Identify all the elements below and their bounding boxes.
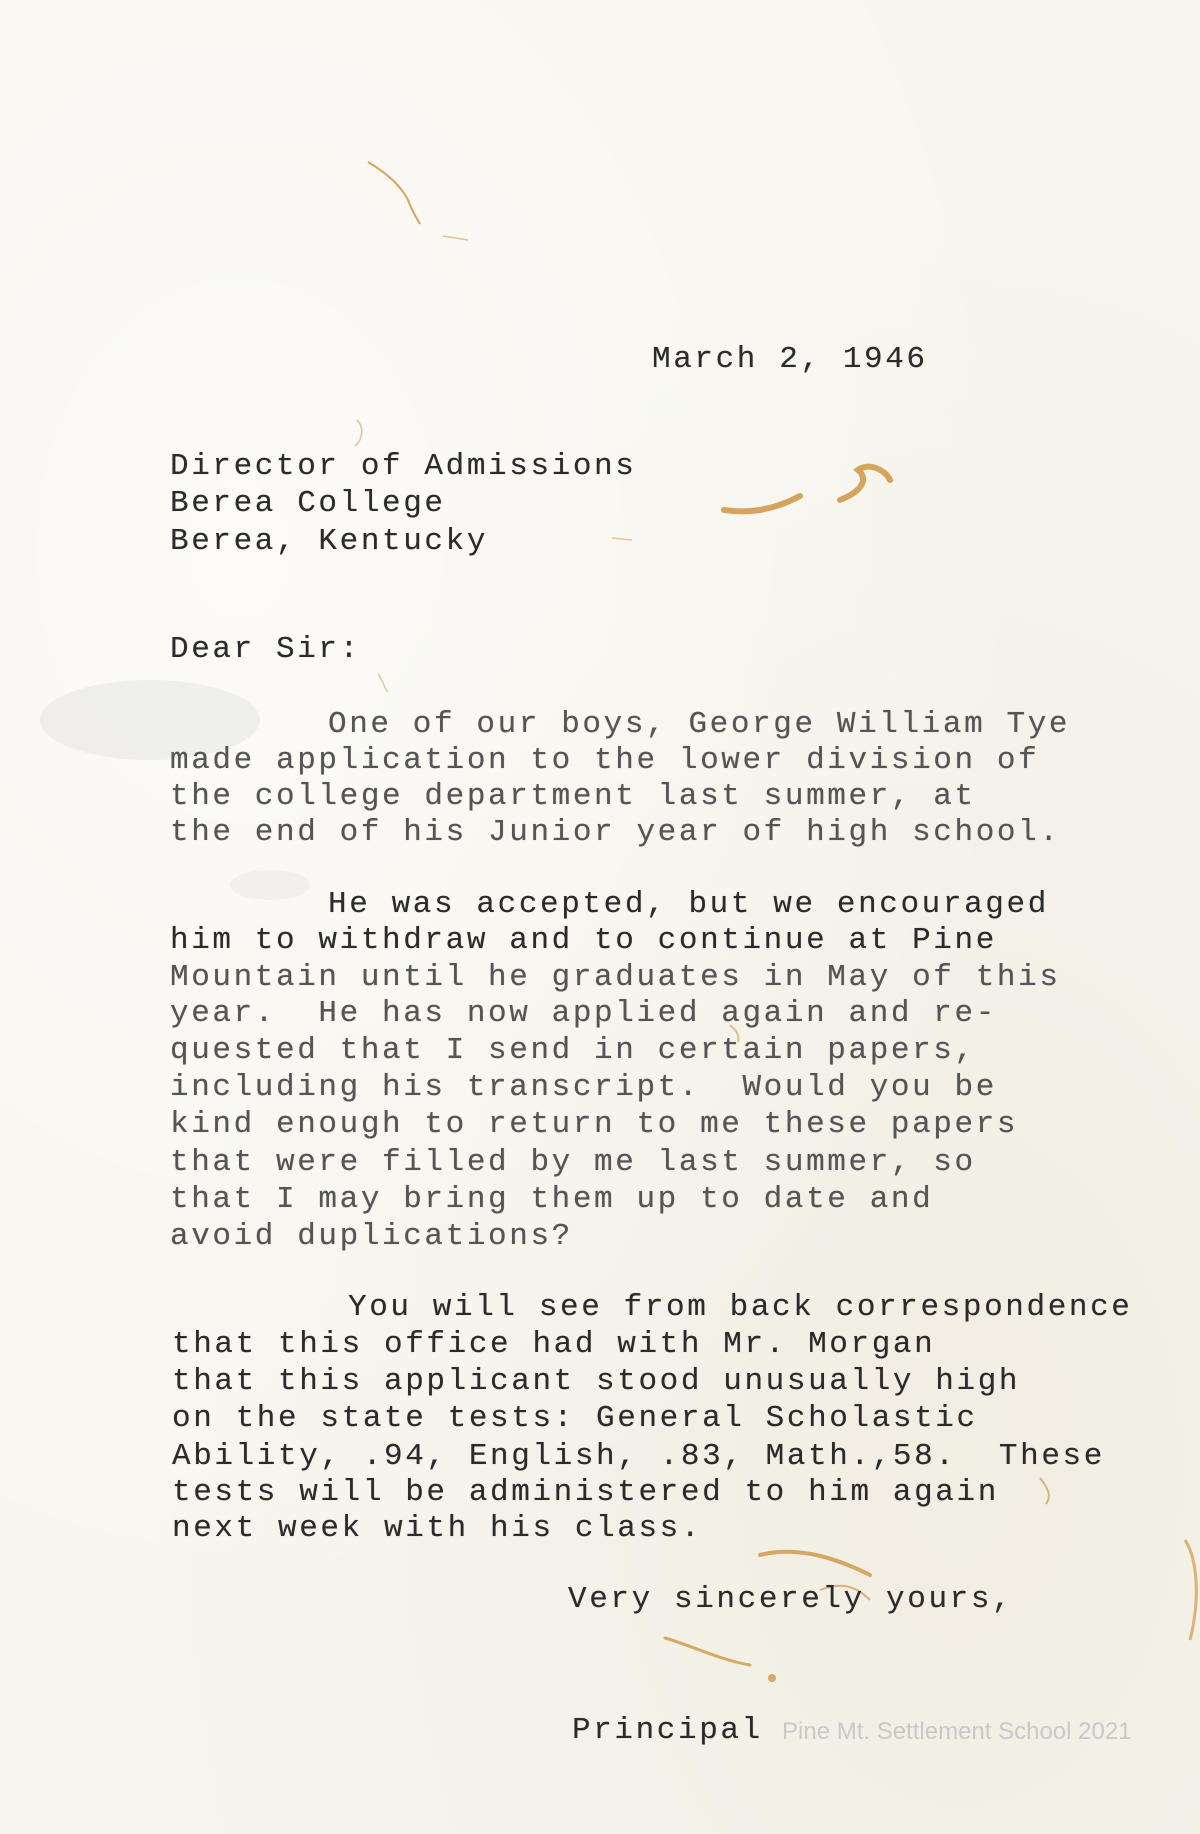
smudge [230,870,310,900]
stain-mark [665,1638,750,1665]
paragraph-1-line: the end of his Junior year of high school. [170,815,1061,850]
paragraph-2-line: avoid duplications? [170,1219,573,1254]
stain-mark [840,467,890,500]
signature-title: Principal [572,1713,763,1748]
paragraph-2-line: that were filled by me last summer, so [170,1145,976,1180]
paragraph-3-line: that this office had with Mr. Morgan [172,1327,936,1362]
address-line-college: Berea College [170,486,446,521]
paragraph-2-line: Mountain until he graduates in May of this [170,960,1061,995]
paragraph-1-line: made application to the lower division of [170,743,1040,778]
stain-mark [378,674,388,692]
stain-mark [368,162,420,224]
letter-date: March 2, 1946 [652,342,928,377]
paragraph-2-line: that I may bring them up to date and [170,1182,934,1217]
paragraph-2-line: year. He has now applied again and re- [170,996,997,1031]
archive-watermark: Pine Mt. Settlement School 2021 [782,1718,1132,1745]
paragraph-3-line: You will see from back correspondence [348,1290,1133,1325]
stain-dot [768,1674,776,1682]
stain-mark [1040,1478,1049,1504]
paragraph-3-line: on the state tests: General Scholastic [172,1401,978,1436]
stain-mark [1185,1540,1196,1640]
paragraph-1-line: One of our boys, George William Tye [328,707,1071,742]
closing: Very sincerely yours, [568,1582,1014,1617]
address-line-recipient: Director of Admissions [170,449,637,484]
paragraph-2-line: including his transcript. Would you be [170,1070,997,1105]
paragraph-3-line: Ability, .94, English, .83, Math.,58. These [172,1439,1105,1474]
paragraph-2-line: him to withdraw and to continue at Pine [170,923,997,958]
paragraph-1-line: the college department last summer, at [170,779,976,814]
salutation: Dear Sir: [170,632,361,667]
stain-mark [443,236,468,240]
paragraph-2-line: He was accepted, but we encouraged [328,887,1049,922]
stain-mark [355,420,362,446]
address-line-city: Berea, Kentucky [170,524,489,559]
paragraph-3-line: tests will be administered to him again [172,1475,999,1510]
paragraph-2-line: kind enough to return to me these papers [170,1107,1019,1142]
stain-mark [724,496,800,511]
paragraph-3-line: that this applicant stood unusually high [172,1364,1021,1399]
paragraph-3-line: next week with his class. [172,1511,703,1546]
stain-mark [612,538,632,540]
paragraph-2-line: quested that I send in certain papers, [170,1033,976,1068]
stain-mark [760,1552,870,1575]
